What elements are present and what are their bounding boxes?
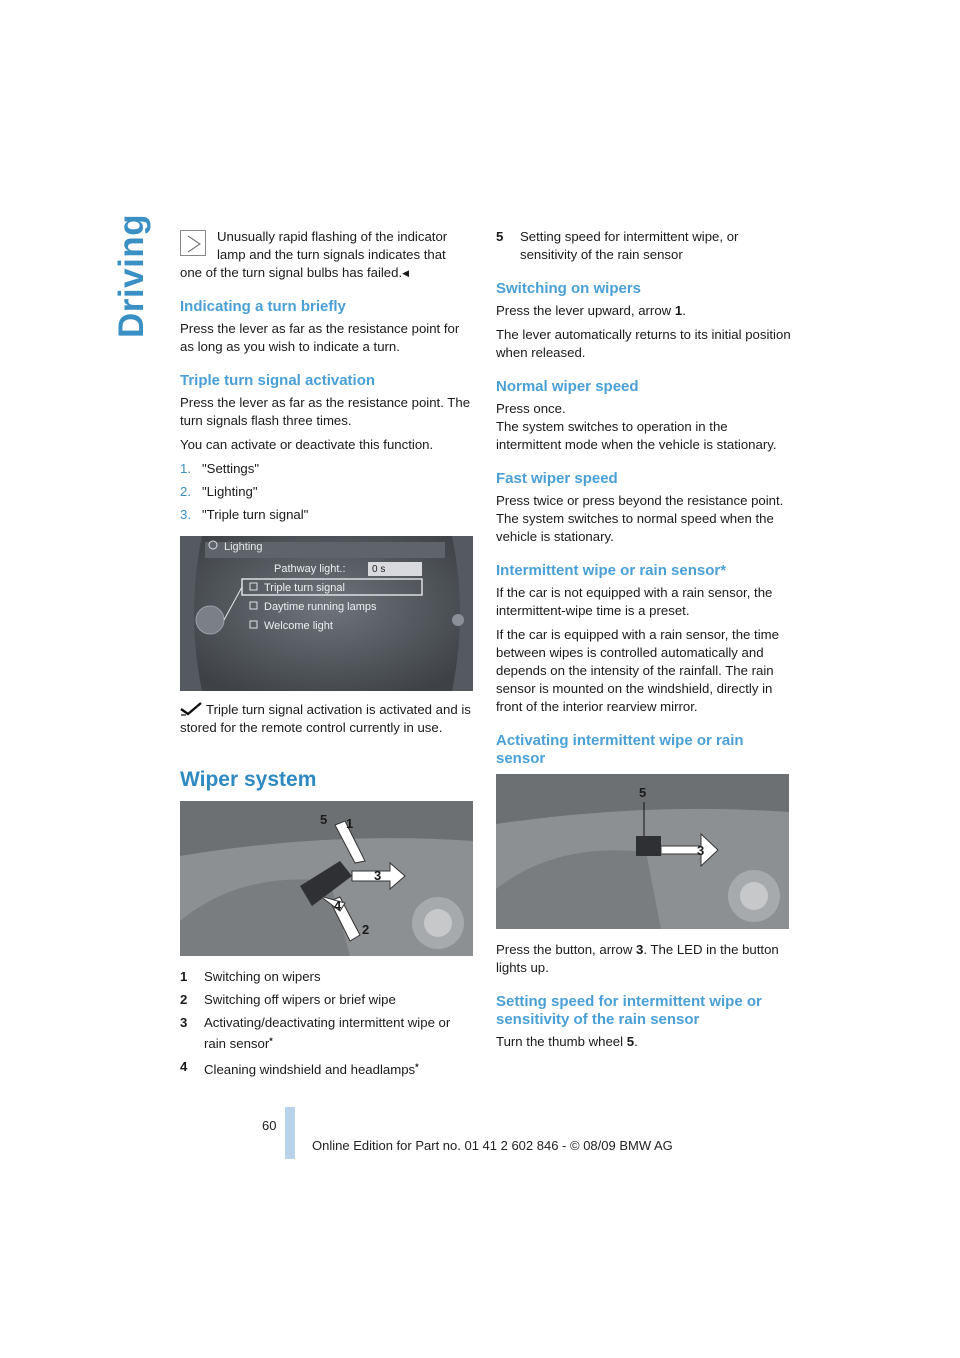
rain-sensor-button-photo xyxy=(496,774,789,929)
step-text: "Settings" xyxy=(202,461,260,476)
legend-number: 4 xyxy=(180,1059,188,1074)
callout-2: 2 xyxy=(362,922,370,937)
note-line-3-wrap xyxy=(180,264,475,282)
idrive-screen-photo xyxy=(180,536,473,691)
screen-option-welcome: Welcome light xyxy=(264,620,333,632)
list-item xyxy=(180,460,475,478)
arrow-ref: 1 xyxy=(674,303,683,318)
section-tab xyxy=(112,213,152,338)
steps-list xyxy=(180,460,475,524)
text: . The LED in the button lights up. xyxy=(496,942,779,975)
footer-edition: Online Edition for Part no. 01 41 2 602 846 - © 08/09 BMW AG xyxy=(312,1138,673,1153)
step-number: 3. xyxy=(180,507,191,522)
screen-pathway-label: Pathway light.: xyxy=(274,563,346,575)
callout-1: 1 xyxy=(346,816,354,831)
heading-switching-on: Switching on wipers xyxy=(496,280,642,297)
text: Press the lever upward, arrow xyxy=(496,303,675,318)
text: . xyxy=(682,303,686,318)
paragraph-triple-1: Press the lever as far as the resistance point. The turn signals flash three times. xyxy=(180,395,471,428)
heading-indicating-briefly: Indicating a turn briefly xyxy=(180,298,346,315)
legend-text: Setting speed for intermittent wipe, or sensitivity of the rain sensor xyxy=(520,229,739,262)
heading-activating: Activating intermittent wipe or rain sensor xyxy=(496,732,744,767)
option-star-icon: * xyxy=(415,1062,419,1072)
activated-text: Triple turn signal activation is activated and is stored for the remote control currently in use. xyxy=(180,702,471,735)
step-number: 1. xyxy=(180,461,191,476)
callout-5: 5 xyxy=(639,785,647,800)
step-number: 2. xyxy=(180,484,191,499)
legend-text: Activating/deactivating intermittent wipe or rain sensor xyxy=(204,1015,451,1051)
text: Press the button, arrow xyxy=(496,942,637,957)
option-star-icon: * xyxy=(269,1036,273,1046)
heading-triple-turn: Triple turn signal activation xyxy=(180,372,376,389)
paragraph-intermittent-1: If the car is not equipped with a rain sensor, the intermittent-wipe time is a preset. xyxy=(496,585,773,618)
screen-option-daytime: Daytime running lamps xyxy=(264,601,377,613)
screen-title: Lighting xyxy=(224,541,263,553)
paragraph-thumb-wheel xyxy=(496,1033,792,1051)
paragraph-switching-on-1 xyxy=(496,302,792,320)
step-text: "Lighting" xyxy=(202,484,258,499)
legend-text: Switching on wipers xyxy=(204,969,321,984)
arrow-ref: 3 xyxy=(636,942,644,957)
end-mark-icon: ◀ xyxy=(402,268,410,278)
screen-pathway-value: 0 s xyxy=(372,564,386,575)
paragraph-indicating-briefly: Press the lever as far as the resistance point for as long as you wish to indicate a turn. xyxy=(180,321,460,354)
list-item xyxy=(496,228,792,264)
list-item xyxy=(180,968,475,986)
wiper-legend xyxy=(180,968,475,1079)
legend-number: 1 xyxy=(180,969,188,984)
legend-number: 5 xyxy=(496,229,504,244)
paragraph-intermittent-2: If the car is equipped with a rain sensor, the time between wipes is controlled automatically and depends on the intensity of the rainfall. The rain sensor is mounted on the windshield, directly in front of the interior rearview mirror. xyxy=(496,627,779,714)
section-tab-label: Driving xyxy=(112,213,151,338)
note-line-3: one of the turn signal bulbs has failed. xyxy=(180,265,403,280)
wheel-ref: 5 xyxy=(626,1034,635,1049)
paragraph-fast-speed: Press twice or press beyond the resistance point. The system switches to normal speed when the vehicle is stationary. xyxy=(496,493,784,544)
heading-wiper-system: Wiper system xyxy=(180,768,317,791)
step-text: "Triple turn signal" xyxy=(202,507,309,522)
paragraph-press-button xyxy=(496,941,792,977)
list-item xyxy=(180,991,475,1009)
legend-text: Cleaning windshield and headlamps xyxy=(204,1062,416,1077)
page-number: 60 xyxy=(262,1118,277,1133)
paragraph-switching-on-2: The lever automatically returns to its initial position when released. xyxy=(496,327,791,360)
note-line-2: lamp and the turn signals indicates that xyxy=(217,247,446,262)
callout-3: 3 xyxy=(697,843,705,858)
right-column xyxy=(496,228,792,1057)
legend-number: 2 xyxy=(180,992,188,1007)
heading-setting-speed: Setting speed for intermittent wipe or sensitivity of the rain sensor xyxy=(496,993,762,1028)
screen-option-triple: Triple turn signal xyxy=(264,582,345,594)
text: . xyxy=(634,1034,638,1049)
caution-note xyxy=(180,228,475,282)
checkmark-icon xyxy=(180,702,202,716)
footer-accent-bar xyxy=(285,1107,295,1159)
list-item xyxy=(180,483,475,501)
heading-intermittent: Intermittent wipe or rain sensor* xyxy=(496,562,727,579)
list-item xyxy=(180,1014,475,1053)
wiper-legend-continued xyxy=(496,228,792,264)
legend-number: 3 xyxy=(180,1015,188,1030)
paragraph-activated xyxy=(180,701,475,737)
heading-fast-speed: Fast wiper speed xyxy=(496,470,618,487)
list-item xyxy=(180,506,475,524)
note-line-1: Unusually rapid flashing of the indicator xyxy=(217,229,448,244)
paragraph-triple-2: You can activate or deactivate this function. xyxy=(180,437,434,452)
caution-triangle-icon xyxy=(180,230,206,256)
legend-text: Switching off wipers or brief wipe xyxy=(204,992,396,1007)
left-column xyxy=(180,228,475,1084)
text: Turn the thumb wheel xyxy=(496,1034,627,1049)
callout-4: 4 xyxy=(334,898,342,913)
callout-3: 3 xyxy=(374,868,382,883)
heading-normal-speed: Normal wiper speed xyxy=(496,378,639,395)
list-item xyxy=(180,1058,475,1079)
paragraph-normal-speed: Press once. The system switches to operation in the intermittent mode when the vehicle is stationary. xyxy=(496,401,777,452)
wiper-lever-photo xyxy=(180,801,473,956)
callout-5: 5 xyxy=(320,812,328,827)
